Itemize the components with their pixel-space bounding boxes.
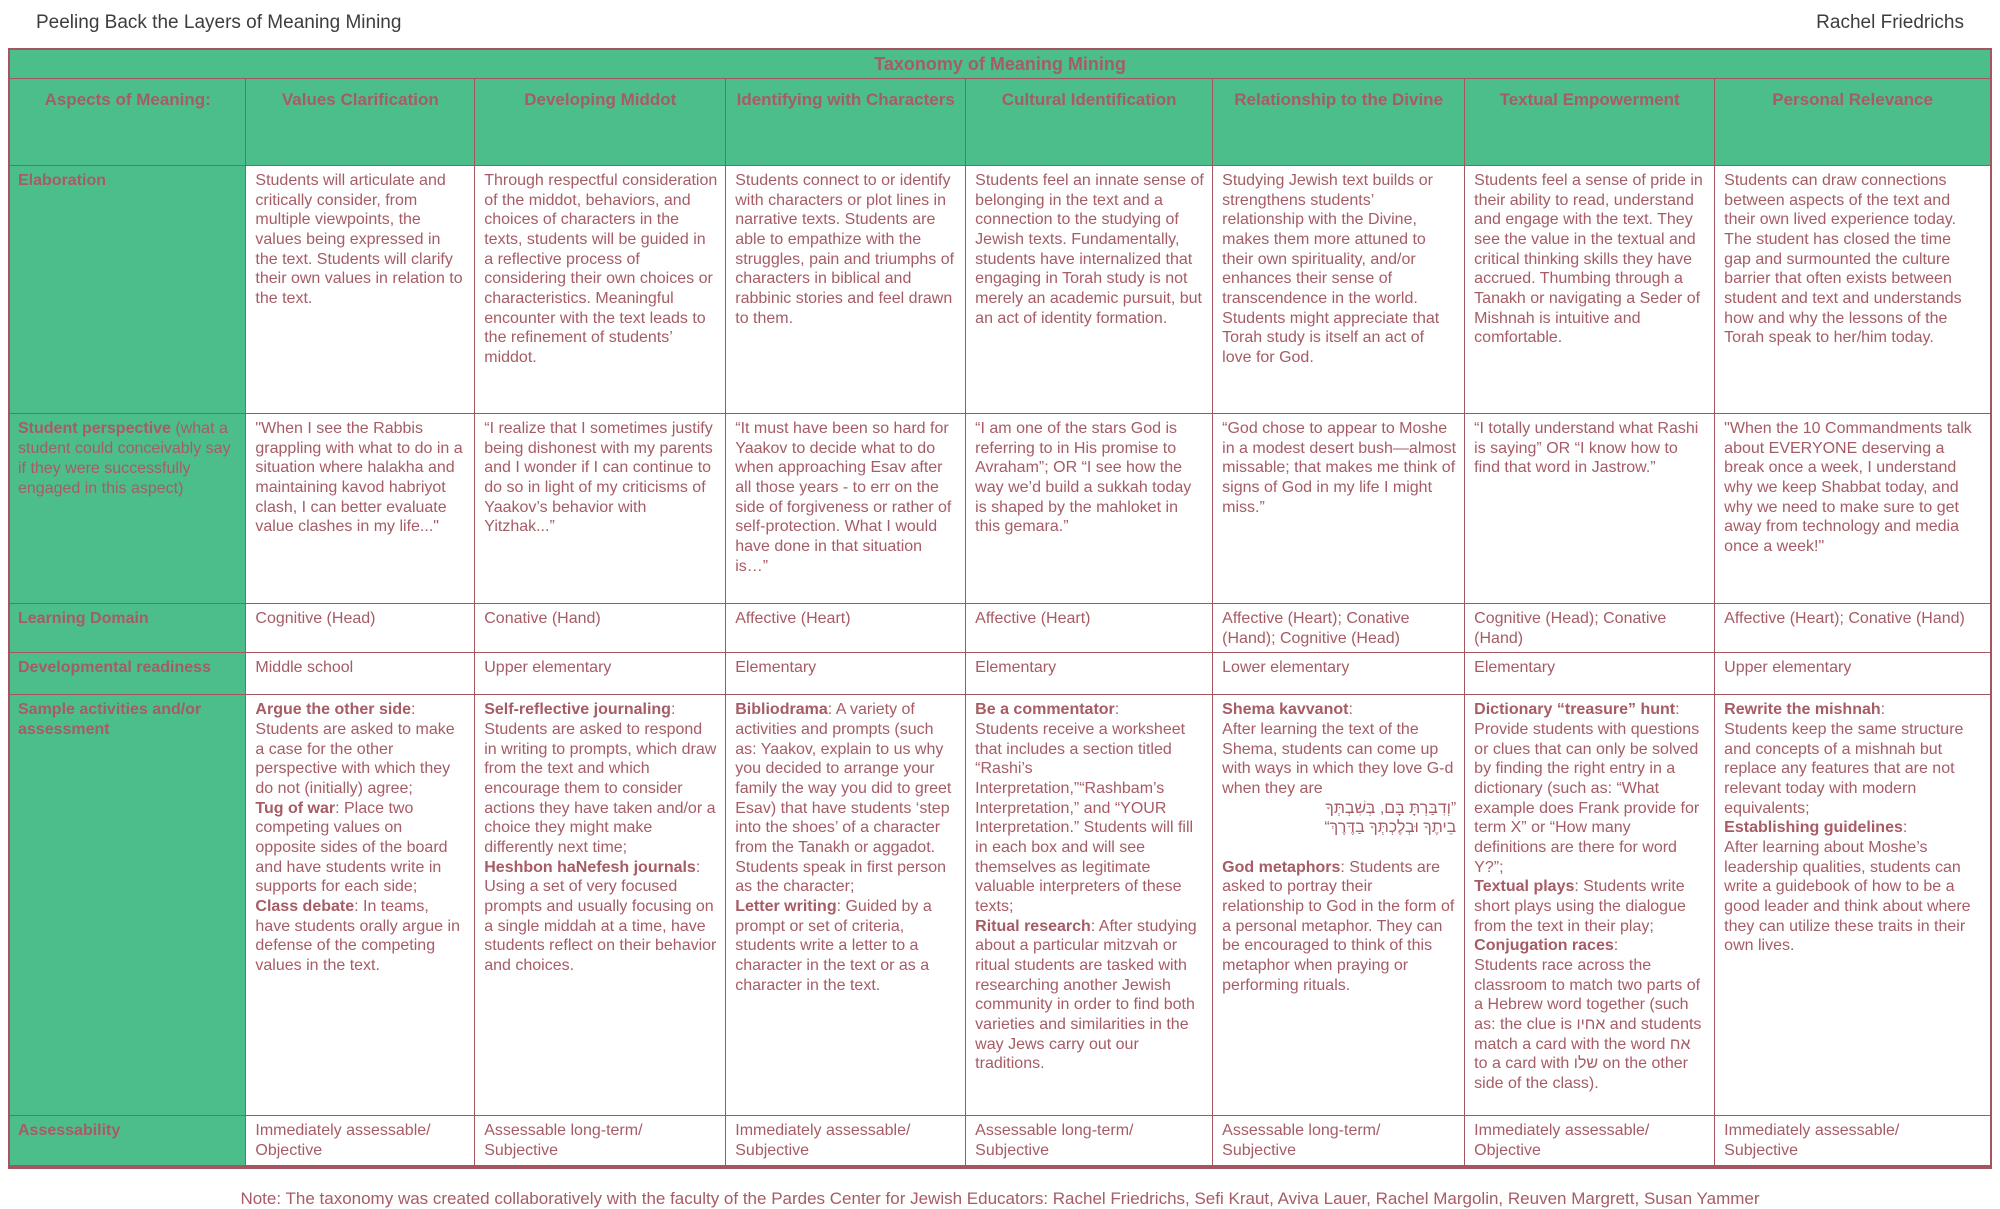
column-header-3: Identifying with Characters	[726, 79, 966, 166]
column-header-0: Aspects of Meaning:	[9, 79, 246, 166]
cell-r5-c4: Assessable long-term/ Subjective	[1213, 1116, 1465, 1167]
table-title-row	[9, 49, 1991, 79]
row-label-4: Sample activities and/or assessment	[9, 695, 246, 1116]
table-row-2	[9, 604, 1991, 653]
cell-r1-c6: "When the 10 Commandments talk about EVERYONE deserving a break once a week, I understand why we keep Shabbat today, and why we need to make sure to get away from technology and media once a week!"	[1715, 414, 1991, 604]
cell-r3-c0: Middle school	[246, 653, 475, 695]
cell-r5-c6: Immediately assessable/ Subjective	[1715, 1116, 1991, 1167]
cell-r4-c5: Dictionary “treasure” hunt: Provide students with questions or clues that can only be solved by finding the right entry in a dictionary (such as: “What example does Frank provide for term X” or “How many definitions are there for word Y?”; Textual plays: Students write short plays using the dialogue from the text in their play; Conjugation races: Students race across the classroom to match two parts of a Hebrew word together (such as: the clue is אחיו and students match a card with the word אח to a card with שלו on the other side of the class).	[1465, 695, 1715, 1116]
cell-r3-c4: Lower elementary	[1213, 653, 1465, 695]
cell-r4-c4: Shema kavvanot: After learning the text of the Shema, students can come up with ways in which they love G-d when they are ”וְדִבַּרְתָּ בָּם, בְּשִׁבְתְּךָ בֵיתֶךָ וּבְלֶכְתְּךָ בַדֶּרֶךְ“ God metaphors: Students are asked to portray their relationship to God in the form of a personal metaphor. They can be encouraged to think of this metaphor when praying or performing rituals.	[1213, 695, 1465, 1116]
cell-r1-c1: “I realize that I sometimes justify being dishonest with my parents and I wonder if I can continue to do so in light of my criticisms of Yaakov’s behavior with Yitzhak...”	[475, 414, 726, 604]
cell-r3-c2: Elementary	[726, 653, 966, 695]
cell-r5-c5: Immediately assessable/ Objective	[1465, 1116, 1715, 1167]
cell-r3-c1: Upper elementary	[475, 653, 726, 695]
cell-r1-c3: “I am one of the stars God is referring to in His promise to Avraham”; OR “I see how the way we’d build a sukkah today is shaped by the mahloket in this gemara.”	[966, 414, 1213, 604]
table-body	[9, 166, 1991, 1167]
row-label-5: Assessability	[9, 1116, 246, 1167]
cell-r4-c3: Be a commentator: Students receive a worksheet that includes a section titled “Rashi’s Interpretation,”“Rashbam’s Interpretation,” and “YOUR Interpretation.” Students will fill in each box and will see themselves as legitimate valuable interpreters of these texts; Ritual research: After studying about a particular mitzvah or ritual students are tasked with researching another Jewish community in order to find both varieties and similarities in the way Jews carry out our traditions.	[966, 695, 1213, 1116]
cell-r3-c5: Elementary	[1465, 653, 1715, 695]
cell-r0-c1: Through respectful consideration of the middot, behaviors, and choices of characters in the texts, students will be guided in a reflective process of considering their own choices or characteristics. Meaningful encounter with the text leads to the refinement of students’ middot.	[475, 166, 726, 414]
footnote: Note: The taxonomy was created collaboratively with the faculty of the Pardes Center for Jewish Educators: Rachel Friedrichs, Sefi Kraut, Aviva Lauer, Rachel Margolin, Reuven Margrett, Susan Yammer	[240, 1188, 1760, 1208]
cell-r5-c3: Assessable long-term/ Subjective	[966, 1116, 1213, 1167]
table-row-5	[9, 1116, 1991, 1167]
cell-r1-c2: “It must have been so hard for Yaakov to decide what to do when approaching Esav after all those years - to err on the side of forgiveness or rather of self-protection. What I would have done in that situation is…”	[726, 414, 966, 604]
row-label-2: Learning Domain	[9, 604, 246, 653]
table-header-row	[9, 79, 1991, 166]
cell-r0-c3: Students feel an innate sense of belonging in the text and a connection to the studying of Jewish texts. Fundamentally, students have internalized that engaging in Torah study is not merely an academic pursuit, but an act of identity formation.	[966, 166, 1213, 414]
cell-r0-c5: Students feel a sense of pride in their ability to read, understand and engage with the text. They see the value in the textual and critical thinking skills they have accrued. Thumbing through a Tanakh or navigating a Seder of Mishnah is intuitive and comfortable.	[1465, 166, 1715, 414]
cell-r0-c2: Students connect to or identify with characters or plot lines in narrative texts. Students are able to empathize with the struggles, pain and triumphs of characters in biblical and rabbinic stories and feel drawn to them.	[726, 166, 966, 414]
cell-r2-c0: Cognitive (Head)	[246, 604, 475, 653]
cell-r5-c2: Immediately assessable/ Subjective	[726, 1116, 966, 1167]
cell-r0-c0: Students will articulate and critically consider, from multiple viewpoints, the values being expressed in the text. Students will clarify their own values in relation to the text.	[246, 166, 475, 414]
column-header-4: Cultural Identification	[966, 79, 1213, 166]
cell-r3-c3: Elementary	[966, 653, 1213, 695]
column-header-5: Relationship to the Divine	[1213, 79, 1465, 166]
cell-r0-c6: Students can draw connections between aspects of the text and their own lived experience today. The student has closed the time gap and surmounted the culture barrier that often exists between student and text and understands how and why the lessons of the Torah speak to her/him today.	[1715, 166, 1991, 414]
cell-r2-c3: Affective (Heart)	[966, 604, 1213, 653]
cell-r2-c6: Affective (Heart); Conative (Hand)	[1715, 604, 1991, 653]
cell-r4-c6: Rewrite the mishnah: Students keep the same structure and concepts of a mishnah but replace any features that are not relevant today with modern equivalents; Establishing guidelines: After learning about Moshe’s leadership qualities, students can write a guidebook of how to be a good leader and think about where they can utilize these traits in their own lives.	[1715, 695, 1991, 1116]
cell-r4-c0: Argue the other side: Students are asked to make a case for the other perspective with which they do not (initially) agree; Tug of war: Place two competing values on opposite sides of the board and have students write in supports for each side; Class debate: In teams, have students orally argue in defense of the competing values in the text.	[246, 695, 475, 1116]
table-row-3	[9, 653, 1991, 695]
cell-r2-c1: Conative (Hand)	[475, 604, 726, 653]
cell-r4-c2: Bibliodrama: A variety of activities and prompts (such as: Yaakov, explain to us why you decided to arrange your family the way you did to greet Esav) that have students ‘step into the shoes’ of a character from the Tanakh or aggadot. Students speak in first person as the character; Letter writing: Guided by a prompt or set of criteria, students write a letter to a character in the text or as a character in the text.	[726, 695, 966, 1116]
cell-r1-c5: “I totally understand what Rashi is saying” OR “I know how to find that word in Jastrow.”	[1465, 414, 1715, 604]
cell-r0-c4: Studying Jewish text builds or strengthens students’ relationship with the Divine, makes them more attuned to their own spirituality, and/or enhances their sense of transcendence in the world. Students might appreciate that Torah study is itself an act of love for God.	[1213, 166, 1465, 414]
row-label-3: Developmental readiness	[9, 653, 246, 695]
row-label-0: Elaboration	[9, 166, 246, 414]
column-header-6: Textual Empowerment	[1465, 79, 1715, 166]
cell-r4-c1: Self-reflective journaling: Students are asked to respond in writing to prompts, which draw from the text and which encourage them to consider actions they have taken and/or a choice they might make differently next time; Heshbon haNefesh journals: Using a set of very focused prompts and usually focusing on a single middah at a time, have students reflect on their behavior and choices.	[475, 695, 726, 1116]
cell-r5-c1: Assessable long-term/ Subjective	[475, 1116, 726, 1167]
page-title: Peeling Back the Layers of Meaning Mining	[36, 12, 402, 33]
cell-r2-c4: Affective (Heart); Conative (Hand); Cognitive (Head)	[1213, 604, 1465, 653]
author-name: Rachel Friedrichs	[1816, 12, 1964, 33]
taxonomy-table	[8, 48, 1992, 1169]
table-row-0	[9, 166, 1991, 414]
cell-r3-c6: Upper elementary	[1715, 653, 1991, 695]
table-row-1	[9, 414, 1991, 604]
column-header-2: Developing Middot	[475, 79, 726, 166]
page-header	[0, 0, 2000, 34]
table-row-4	[9, 695, 1991, 1116]
cell-r5-c0: Immediately assessable/ Objective	[246, 1116, 475, 1167]
row-label-1: Student perspective (what a student could conceivably say if they were successfully engaged in this aspect)	[9, 414, 246, 604]
column-header-1: Values Clarification	[246, 79, 475, 166]
cell-r2-c2: Affective (Heart)	[726, 604, 966, 653]
cell-r1-c4: “God chose to appear to Moshe in a modest desert bush—almost missable; that makes me think of signs of God in my life I might miss.”	[1213, 414, 1465, 604]
cell-r1-c0: "When I see the Rabbis grappling with what to do in a situation where halakha and maintaining kavod habriyot clash, I can better evaluate value clashes in my life..."	[246, 414, 475, 604]
column-header-7: Personal Relevance	[1715, 79, 1991, 166]
cell-r2-c5: Cognitive (Head); Conative (Hand)	[1465, 604, 1715, 653]
table-title: Taxonomy of Meaning Mining	[9, 49, 1991, 79]
